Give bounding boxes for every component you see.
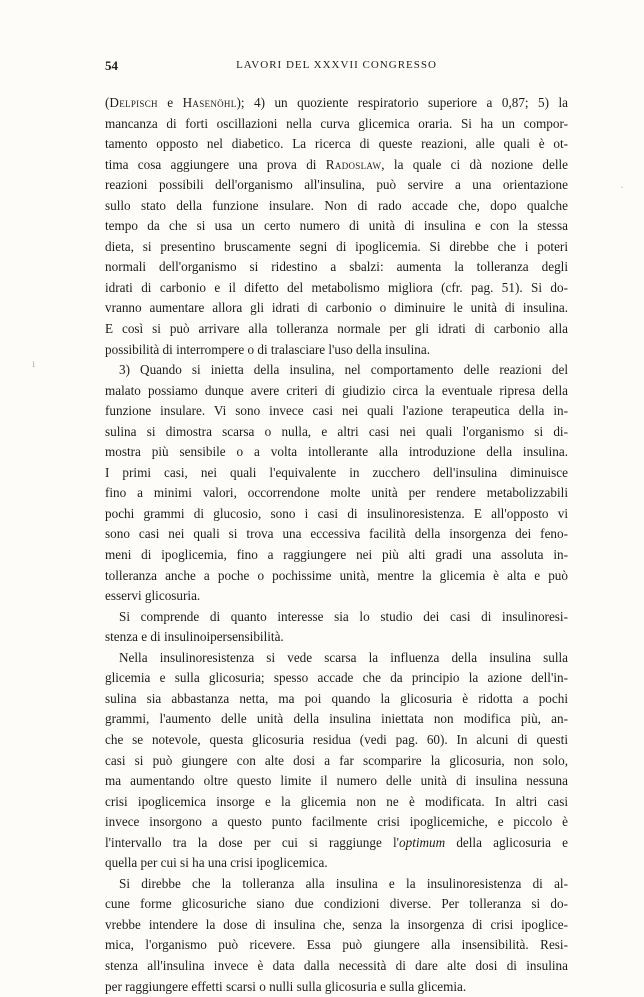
text-line: [105, 956, 568, 977]
text-run: esservi glicosuria.: [105, 588, 201, 604]
text-run: l'intervallo tra la dose per cui si raggiunge l': [105, 834, 399, 850]
text-run: vrebbe intendere la dose di insulina che, senza la insorgenza di crisi ipoglice-: [105, 916, 568, 932]
text-line: [105, 442, 568, 463]
text-line: [105, 381, 568, 402]
text-line: [105, 216, 568, 237]
text-run: cune forme glicosuriche siano due condizioni diverse. Per tolleranza si do-: [105, 896, 568, 912]
text-line: [105, 298, 568, 319]
text-line: [105, 812, 568, 833]
text-line: [105, 155, 568, 176]
text-line: [105, 422, 568, 443]
page-number: 54: [105, 58, 118, 73]
text-line: [105, 586, 568, 607]
text-line: [105, 833, 568, 854]
text-run: Si comprende di quanto interesse sia lo studio dei casi di insulinoresi-: [119, 608, 568, 624]
text-run: tamento opposto nel diabetico. La ricerca di queste reazioni, alle quali è ot-: [105, 136, 568, 152]
text-line: [105, 566, 568, 587]
text-run: sono casi nei quali si trova una eccessiva facilità della insorgenza dei feno-: [105, 526, 568, 542]
text-run: 3) Quando si inietta della insulina, nel comportamento delle reazioni del: [119, 362, 568, 378]
text-line: [105, 668, 568, 689]
text-run: ); 4) un quoziente respiratorio superiore a 0,87; 5) la: [236, 95, 568, 110]
text-line: [105, 545, 568, 566]
text-run: I primi casi, nei quali l'equivalente in zucchero dell'insulina diminuisce: [105, 464, 568, 480]
text-line: [105, 483, 568, 504]
text-line: [105, 360, 568, 381]
text-line: [105, 114, 568, 135]
text-run: tima cosa aggiungere una prova di: [105, 156, 326, 172]
text-run: quella per cui si ha una crisi ipoglicemica.: [105, 855, 328, 871]
text-run: della aglicosuria e: [445, 834, 568, 850]
scan-mark: ı: [32, 356, 36, 370]
text-run: funzione insulare. Vi sono invece casi nei quali l'azione terapeutica della in-: [105, 403, 568, 419]
text-line: [105, 504, 568, 525]
text-run: (: [105, 95, 110, 110]
text-line: [105, 977, 568, 997]
text-run: Nella insulinoresistenza si vede scarsa la influenza della insulina sulla: [119, 649, 568, 665]
text-run: mancanza di forti oscillazioni nella curva glicemica oraria. Si ha un compor-: [105, 115, 568, 131]
text-run: mostra più sensibile o a volta intollerante alla introduzione della insulina.: [105, 444, 568, 460]
text-line: [105, 771, 568, 792]
text-run: casi si può giungere con alte dosi a far scomparire la glicosuria, non solo,: [105, 752, 568, 768]
text-run: idrati di carbonio e il difetto del metabolismo migliora (cfr. pag. 51). Si do-: [105, 279, 568, 295]
author-name: Delpisch: [109, 95, 158, 110]
text-line: [105, 709, 568, 730]
text-run: sulina sia abbastanza netta, ma poi quando la glicosuria è ridotta a pochi: [105, 690, 568, 706]
text-line: [105, 237, 568, 258]
text-line: [105, 874, 568, 895]
text-run: sulina si dimostra scarsa o nulla, e altri casi nei quali l'organismo si di-: [105, 423, 568, 439]
text-run: meni di ipoglicemia, fino a raggiungere nei più alti gradi una assoluta in-: [105, 547, 568, 563]
text-line: [105, 915, 568, 936]
text-run: che se notevole, questa glicosuria residua (vedi pag. 60). In alcuni di questi: [105, 731, 568, 747]
text-line: [105, 751, 568, 772]
page-header: [105, 58, 568, 74]
text-run: per raggiungere effetti scarsi o nulli sulla glicosuria e sulla glicemia.: [105, 978, 467, 994]
text-run: reazioni possibili dell'organismo all'insulina, può servire a una orientazione: [105, 177, 568, 193]
body-text: [105, 93, 568, 997]
text-run: crisi ipoglicemica insorge e la glicemia non ne è modificata. In altri casi: [105, 793, 568, 809]
text-line: [105, 93, 568, 114]
running-title: LAVORI DEL XXXVII CONGRESSO: [236, 59, 437, 71]
text-run: normali dell'organismo si ridestino a sbalzi: aumenta la tolleranza degli: [105, 259, 568, 275]
text-run: ma aumentando oltre questo limite il numero delle unità di insulina nessuna: [105, 773, 568, 789]
text-line: [105, 257, 568, 278]
text-line: [105, 730, 568, 751]
text-run: tolleranza anche a poche o pochissime unità, mentre la glicemia è alta e può: [105, 567, 568, 583]
text-line: [105, 401, 568, 422]
text-run: mica, l'organismo può ricevere. Essa può giungere alla insensibilità. Resi-: [105, 937, 568, 953]
text-line: [105, 134, 568, 155]
author-name: Radoslaw: [325, 156, 382, 172]
text-run: Si direbbe che la tolleranza alla insulina e la insulinoresistenza di al-: [119, 875, 568, 891]
italic-term: optimum: [399, 834, 446, 850]
text-line: [105, 689, 568, 710]
text-line: [105, 853, 568, 874]
text-line: [105, 894, 568, 915]
text-run: grammi, l'aumento delle unità della insulina iniettata non modifica più, an-: [105, 711, 568, 727]
text-run: stenza all'insulina invece è data dalla necessità di dare alte dosi di insulina: [105, 957, 568, 973]
text-run: fino a minimi valori, occorrendone molte unità per rendere metabolizzabili: [105, 485, 568, 501]
text-line: [105, 607, 568, 628]
scan-mark: ·: [620, 180, 624, 194]
text-run: possibilità di interrompere o di tralasciare l'uso della insulina.: [105, 341, 431, 357]
text-line: [105, 935, 568, 956]
text-run: dieta, si presentino bruscamente segni di ipoglicemia. Si direbbe che i poteri: [105, 238, 568, 254]
text-line: [105, 319, 568, 340]
text-run: sullo stato della funzione insulare. Non di rado accade che, dopo qualche: [105, 197, 568, 213]
text-run: pochi grammi di glucosio, sono i casi di insulinoresistenza. E all'opposto vi: [105, 505, 568, 521]
author-name: Hasenöhl: [182, 95, 237, 110]
text-line: [105, 196, 568, 217]
text-line: [105, 648, 568, 669]
text-line: [105, 627, 568, 648]
text-line: [105, 340, 568, 361]
text-run: glicemia e sulla glicosuria; spesso accade che da principio la azione dell'in-: [105, 670, 568, 686]
text-line: [105, 792, 568, 813]
text-run: vranno aumentare allora gli idrati di carbonio o diminuire le unità di insulina.: [105, 300, 568, 316]
text-run: , la quale ci dà nozione delle: [381, 156, 568, 172]
text-run: E così si può arrivare alla tolleranza normale per gli idrati di carbonio alla: [105, 321, 568, 337]
text-line: [105, 524, 568, 545]
text-line: [105, 278, 568, 299]
text-run: invece insorgono a questo punto facilmente crisi ipoglicemiche, e piccolo è: [105, 814, 568, 830]
text-run: tempo da che si usa un certo numero di unità di insulina e con la stessa: [105, 218, 568, 234]
text-run: malato possiamo dunque avere criteri di giudizio circa la eventuale ripresa della: [105, 382, 568, 398]
text-line: [105, 463, 568, 484]
text-run: stenza e di insulinoipersensibilità.: [105, 629, 284, 645]
text-run: e: [157, 95, 183, 110]
text-line: [105, 175, 568, 196]
